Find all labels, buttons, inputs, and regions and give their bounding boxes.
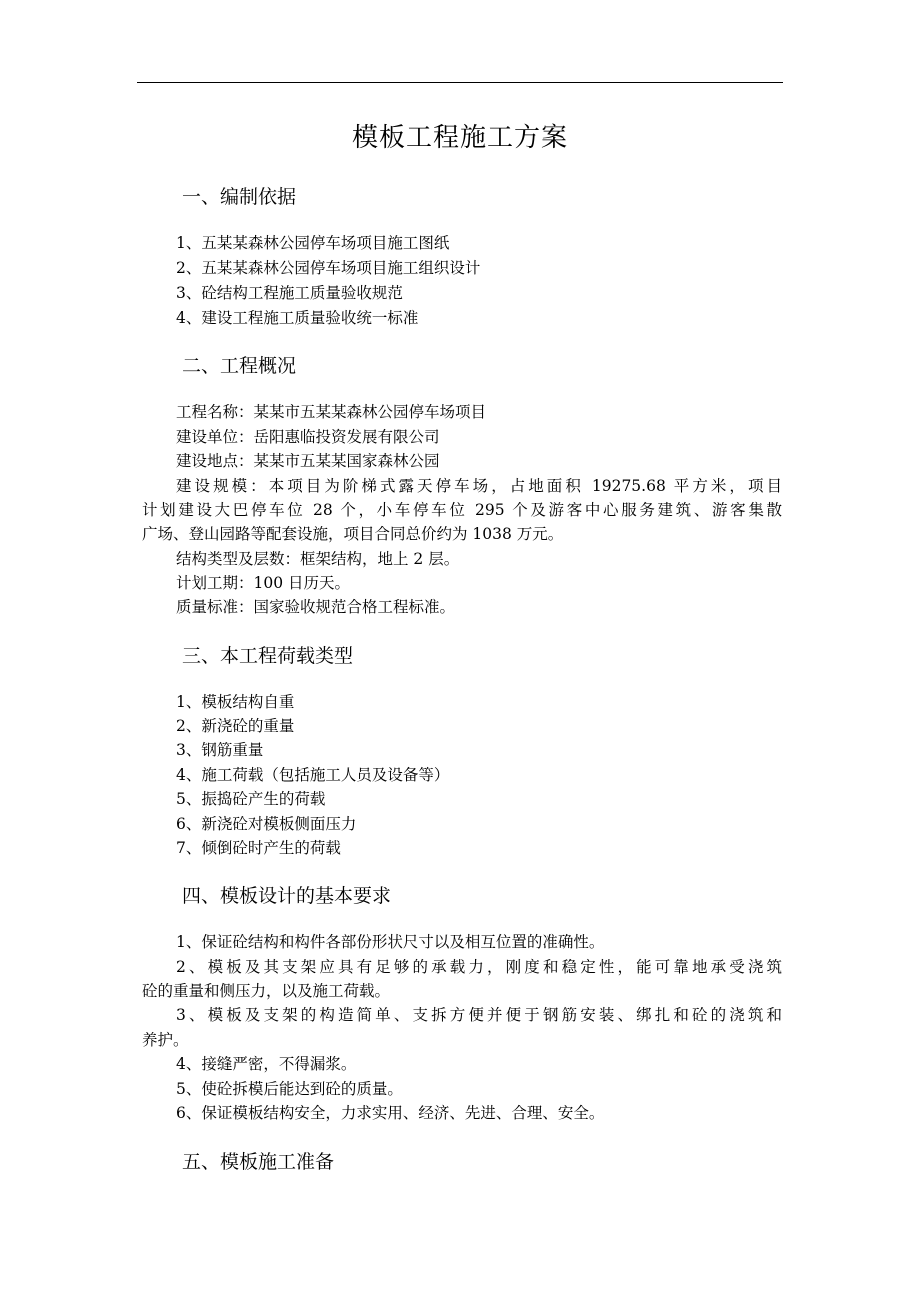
list-item: 2、五某某森林公园停车场项目施工组织设计 <box>176 259 481 277</box>
section-heading-3: 三、本工程荷载类型 <box>182 645 354 667</box>
list-item: 养护。 <box>142 1031 189 1049</box>
list-item: 1、五某某森林公园停车场项目施工图纸 <box>176 234 450 252</box>
info-line: 工程名称：某某市五某某森林公园停车场项目 <box>176 403 487 421</box>
info-line: 建设规模：本项目为阶梯式露天停车场，占地面积 19275.68 平方米，项目 <box>176 477 782 495</box>
list-item: 7、倾倒砼时产生的荷载 <box>176 839 341 857</box>
list-item: 砼的重量和侧压力，以及施工荷载。 <box>142 982 391 1000</box>
list-item: 3、模板及支架的构造简单、支拆方便并便于钢筋安装、绑扎和砼的浇筑和 <box>176 1006 782 1024</box>
list-item: 2、模板及其支架应具有足够的承载力，刚度和稳定性，能可靠地承受浇筑 <box>176 958 782 976</box>
list-item: 1、模板结构自重 <box>176 693 295 711</box>
section-heading-1: 一、编制依据 <box>182 186 297 208</box>
document-title: 模板工程施工方案 <box>351 123 568 153</box>
info-line: 计划建设大巴停车位 28 个，小车停车位 295 个及游客中心服务建筑、游客集散 <box>142 501 782 519</box>
list-item: 2、新浇砼的重量 <box>176 717 295 735</box>
list-item: 4、接缝严密，不得漏浆。 <box>176 1055 357 1073</box>
info-line: 建设单位：岳阳惠临投资发展有限公司 <box>176 428 440 446</box>
list-item: 3、钢筋重量 <box>176 741 264 759</box>
list-item: 4、建设工程施工质量验收统一标准 <box>176 309 419 327</box>
info-line: 建设地点：某某市五某某国家森林公园 <box>176 452 440 470</box>
list-item: 6、新浇砼对模板侧面压力 <box>176 815 357 833</box>
section-heading-4: 四、模板设计的基本要求 <box>182 885 392 907</box>
section-heading-5: 五、模板施工准备 <box>182 1151 335 1173</box>
info-line: 质量标准：国家验收规范合格工程标准。 <box>176 598 456 616</box>
info-line: 广场、登山园路等配套设施，项目合同总价约为 1038 万元。 <box>142 525 564 543</box>
info-line: 计划工期：100 日历天。 <box>176 574 351 592</box>
section-heading-2: 二、工程概况 <box>182 355 297 377</box>
info-line: 结构类型及层数：框架结构，地上 2 层。 <box>176 550 460 568</box>
list-item: 5、使砼拆模后能达到砼的质量。 <box>176 1080 403 1098</box>
list-item: 3、砼结构工程施工质量验收规范 <box>176 284 403 302</box>
header-rule <box>137 82 783 83</box>
list-item: 5、振捣砼产生的荷载 <box>176 790 326 808</box>
list-item: 4、施工荷载（包括施工人员及设备等） <box>176 766 450 784</box>
list-item: 6、保证模板结构安全，力求实用、经济、先进、合理、安全。 <box>176 1104 605 1122</box>
list-item: 1、保证砼结构和构件各部份形状尺寸以及相互位置的准确性。 <box>176 933 605 951</box>
